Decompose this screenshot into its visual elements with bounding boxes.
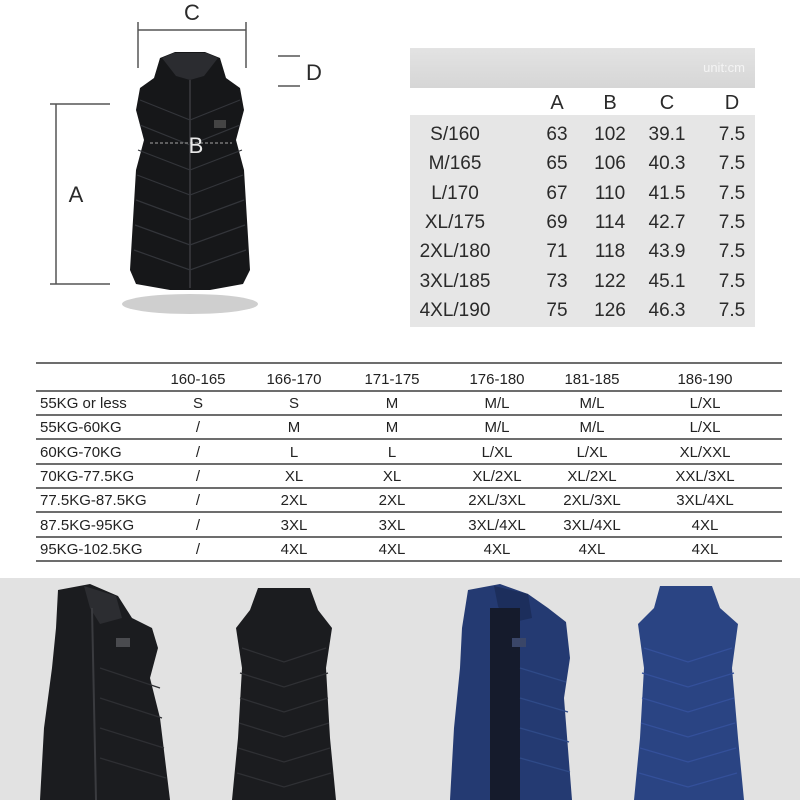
- measurement-value: 7.5: [718, 299, 746, 321]
- size-recommendation-cell: 2XL/3XL: [563, 492, 621, 510]
- height-header: 171-175: [364, 371, 420, 388]
- measurement-value: 7.5: [718, 153, 746, 175]
- header-c: C: [659, 92, 675, 114]
- measurement-value: 41.5: [648, 182, 686, 204]
- size-recommendation-cell: /: [195, 492, 201, 510]
- size-recommendation-cell: 2XL/3XL: [468, 492, 526, 510]
- size-recommendation-cell: M: [385, 419, 399, 437]
- height-header: 181-185: [564, 371, 620, 388]
- size-label: XL/175: [424, 211, 486, 233]
- size-label: 3XL/185: [419, 270, 491, 292]
- weight-label: 55KG or less: [40, 395, 127, 412]
- size-recommendation-cell: 4XL: [483, 540, 511, 558]
- size-recommendation-cell: XL/XXL: [679, 443, 731, 461]
- weight-label: 70KG-77.5KG: [40, 467, 135, 485]
- measurement-value: 102: [594, 124, 626, 145]
- height-header: 166-170: [266, 371, 322, 388]
- header-a: A: [550, 92, 564, 114]
- measurement-value: 71: [546, 241, 568, 263]
- size-recommendation-cell: L/XL: [481, 443, 513, 461]
- unit-label: unit:cm: [703, 60, 745, 75]
- size-recommendation-cell: L/XL: [689, 419, 721, 437]
- size-recommendation-cell: L/XL: [689, 395, 721, 412]
- measurement-value: 69: [546, 211, 568, 233]
- label-b: B: [188, 133, 204, 158]
- weight-label: 60KG-70KG: [40, 443, 122, 461]
- size-recommendation-cell: M/L: [579, 419, 605, 437]
- size-recommendation-cell: 3XL: [280, 516, 308, 534]
- size-recommendation-cell: 2XL: [280, 492, 308, 510]
- measurement-value: 122: [594, 270, 626, 292]
- black-vest-front-photo: [40, 584, 170, 800]
- measurement-value: 7.5: [718, 241, 746, 263]
- measurement-value: 7.5: [718, 124, 746, 145]
- header-d: D: [724, 92, 740, 114]
- navy-vest-back-photo: [634, 586, 744, 800]
- size-label: L/170: [431, 182, 479, 204]
- measurement-value: 114: [594, 211, 626, 233]
- size-recommendation-table: [36, 362, 782, 574]
- measurement-value: 7.5: [718, 182, 746, 204]
- measurement-value: 75: [546, 299, 568, 321]
- size-recommendation-cell: XL/2XL: [472, 467, 522, 485]
- label-c: C: [184, 0, 200, 25]
- measurement-table: [0, 0, 800, 340]
- height-header: 176-180: [469, 371, 525, 388]
- measurement-value: 63: [546, 124, 568, 145]
- measurement-value: 39.1: [648, 124, 686, 145]
- table-divider: [36, 511, 782, 513]
- size-label: S/160: [430, 124, 480, 145]
- header-b: B: [603, 92, 617, 114]
- measurement-value: 7.5: [718, 211, 746, 233]
- size-recommendation-cell: M/L: [484, 395, 510, 412]
- size-recommendation-cell: 4XL: [280, 540, 308, 558]
- size-recommendation-cell: 4XL: [691, 516, 719, 534]
- measurement-value: 73: [546, 270, 568, 292]
- size-recommendation-cell: L/XL: [576, 443, 608, 461]
- size-recommendation-cell: XL: [284, 467, 304, 485]
- measurement-value: 126: [594, 299, 626, 321]
- table-divider: [36, 463, 782, 465]
- table-divider: [36, 536, 782, 538]
- measurement-value: 46.3: [648, 299, 686, 321]
- size-recommendation-cell: /: [195, 443, 201, 461]
- size-recommendation-cell: /: [195, 540, 201, 558]
- height-header: 186-190: [677, 371, 733, 388]
- label-a: A: [68, 182, 84, 207]
- measurement-value: 65: [546, 153, 568, 175]
- measurement-value: 110: [594, 182, 626, 204]
- label-d: D: [306, 60, 322, 85]
- measurement-value: 43.9: [648, 241, 686, 263]
- weight-label: 95KG-102.5KG: [40, 540, 143, 558]
- size-recommendation-cell: 3XL/4XL: [676, 492, 734, 510]
- size-recommendation-cell: S: [192, 395, 204, 412]
- size-recommendation-cell: /: [195, 419, 201, 437]
- table-divider: [36, 414, 782, 416]
- measurement-value: 67: [546, 182, 568, 204]
- weight-label: 87.5KG-95KG: [40, 516, 135, 534]
- table-divider: [36, 560, 782, 562]
- size-recommendation-cell: 4XL: [691, 540, 719, 558]
- measurement-value: 45.1: [648, 270, 686, 292]
- size-recommendation-cell: S: [288, 395, 300, 412]
- size-recommendation-cell: /: [195, 467, 201, 485]
- size-recommendation-cell: L: [289, 443, 299, 461]
- measurement-value: 106: [594, 153, 626, 175]
- product-photos: [0, 578, 800, 800]
- size-recommendation-cell: M: [287, 419, 301, 437]
- size-recommendation-cell: 4XL: [378, 540, 406, 558]
- size-recommendation-cell: M/L: [579, 395, 605, 412]
- size-recommendation-cell: M/L: [484, 419, 510, 437]
- size-recommendation-cell: M: [385, 395, 399, 412]
- navy-vest-front-photo: [450, 584, 572, 800]
- size-label: 2XL/180: [419, 241, 491, 263]
- size-recommendation-cell: /: [195, 516, 201, 534]
- size-recommendation-cell: L: [387, 443, 397, 461]
- size-label: M/165: [428, 153, 482, 175]
- size-recommendation-cell: 2XL: [378, 492, 406, 510]
- black-vest-back-photo: [232, 588, 336, 800]
- measurement-value: 42.7: [648, 211, 686, 233]
- table-divider: [36, 390, 782, 392]
- measurement-value: 118: [594, 241, 626, 263]
- size-recommendation-cell: XL/2XL: [567, 467, 617, 485]
- size-recommendation-cell: XXL/3XL: [675, 467, 735, 485]
- size-recommendation-cell: 3XL/4XL: [468, 516, 526, 534]
- measurement-value: 40.3: [648, 153, 686, 175]
- table-divider: [36, 362, 782, 364]
- measurement-value: 7.5: [718, 270, 746, 292]
- size-recommendation-cell: 3XL/4XL: [563, 516, 621, 534]
- size-recommendation-cell: XL: [382, 467, 402, 485]
- table-divider: [36, 438, 782, 440]
- weight-label: 77.5KG-87.5KG: [40, 492, 147, 510]
- size-label: 4XL/190: [419, 299, 491, 321]
- size-recommendation-cell: 3XL: [378, 516, 406, 534]
- height-header: 160-165: [170, 371, 226, 388]
- size-recommendation-cell: 4XL: [578, 540, 606, 558]
- table-divider: [36, 487, 782, 489]
- weight-label: 55KG-60KG: [40, 419, 122, 437]
